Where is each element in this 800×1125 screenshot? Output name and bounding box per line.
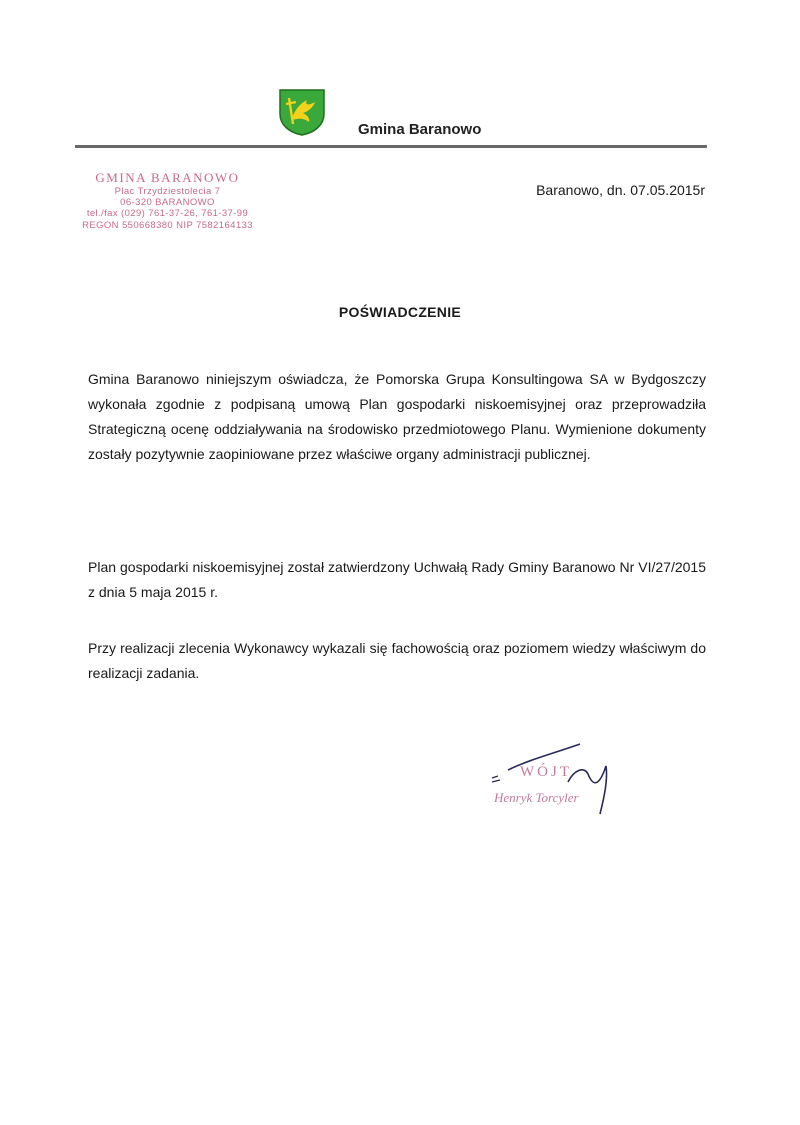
signature-stamp-name: Henryk Torcyler bbox=[494, 790, 579, 805]
stamp-ids: REGON 550668380 NIP 7582164133 bbox=[82, 219, 253, 231]
body-paragraph-1: Gmina Baranowo niniejszym oświadcza, że Pomorska Grupa Konsultingowa SA w Bydgoszczy wykonała zgodnie z podpisaną umową Plan gospodarki niskoemisyjnej oraz przeprowadziła Strategiczną ocenę oddziaływania na środowisko przedmiotowego Planu. Wymienione dokumenty zostały pozytywnie zaopiniowane przez właściwe organy administracji publicznej. bbox=[88, 371, 706, 462]
organization-name: Gmina Baranowo bbox=[358, 121, 482, 138]
document-title: POŚWIADCZENIE bbox=[338, 304, 462, 320]
coat-of-arms-logo bbox=[277, 88, 327, 136]
stamp-phone: tel./fax (029) 761-37-26, 761-37-99 bbox=[86, 208, 249, 220]
header-divider bbox=[75, 145, 707, 148]
signature-stamp-title: WÓJT bbox=[520, 764, 572, 780]
body-paragraph-2: Plan gospodarki niskoemisyjnej został zatwierdzony Uchwałą Rady Gminy Baranowo Nr VI/27/2015 z dnia 5 maja 2015 r. bbox=[88, 559, 706, 600]
stamp-title: GMINA BARANOWO bbox=[95, 170, 240, 185]
place-and-date: Baranowo, dn. 07.05.2015r bbox=[536, 182, 705, 198]
office-stamp bbox=[70, 170, 265, 231]
body-paragraph-3: Przy realizacji zlecenia Wykonawcy wykazali się fachowością oraz poziomem wiedzy właściwym do realizacji zadania. bbox=[88, 640, 706, 681]
stamp-postal: 06-320 BARANOWO bbox=[120, 196, 215, 208]
signature-stamp bbox=[488, 740, 638, 820]
stamp-address: Plac Trzydziestolecia 7 bbox=[114, 185, 221, 197]
